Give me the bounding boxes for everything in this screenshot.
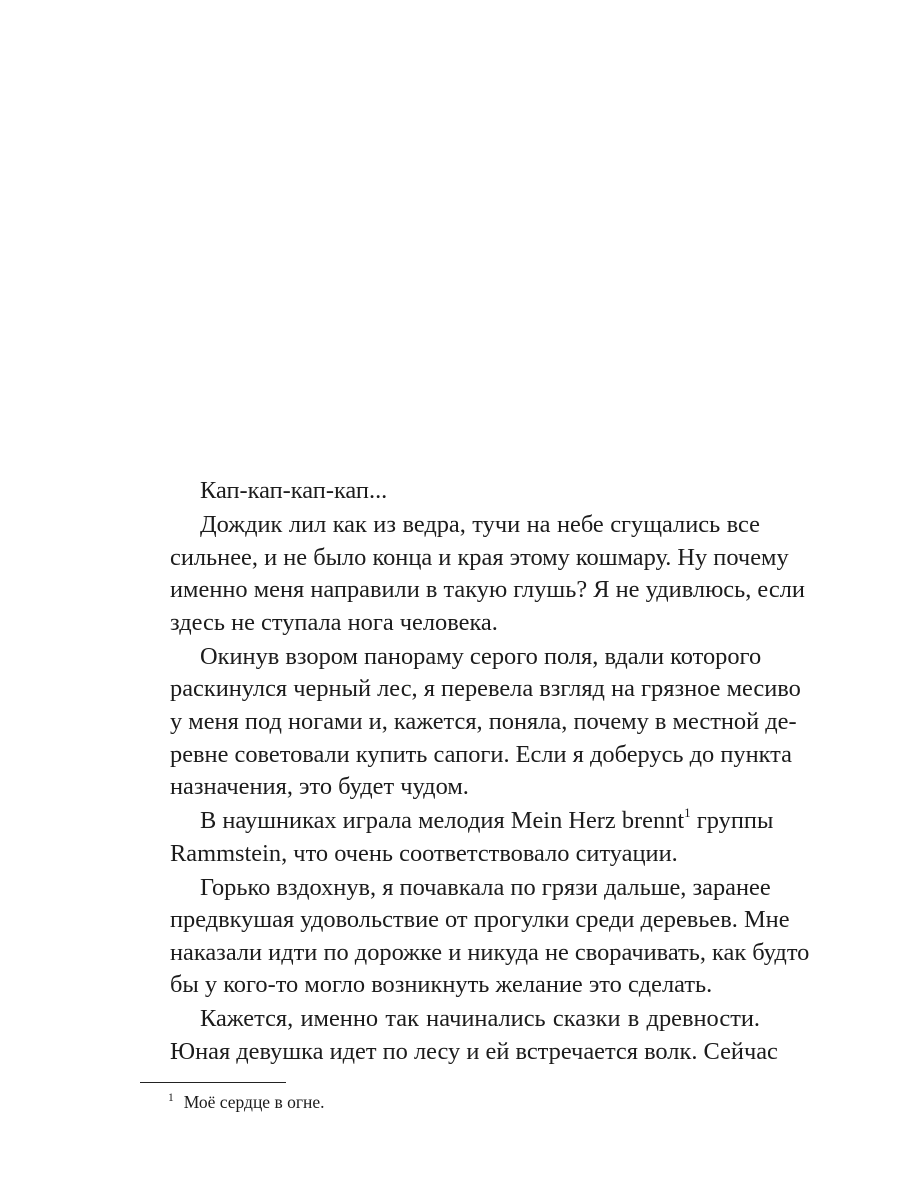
footnote-divider xyxy=(140,1082,286,1083)
text-line: сильнее, и не было конца и края этому кошмару. Ну почему xyxy=(170,543,789,571)
text-line: Юная девушка идет по лесу и ей встречается волк. Сейчас xyxy=(170,1038,778,1066)
footnote-text: Моё сердце в огне. xyxy=(183,1092,325,1112)
text-line-tail: группы xyxy=(696,807,774,835)
text-line: Окинув взором панораму серого поля, вдали которого xyxy=(200,642,762,670)
paragraph-6 xyxy=(140,1003,778,1068)
footnote-number: 1 xyxy=(168,1092,174,1105)
text-line: назначения, это будет чудом. xyxy=(170,773,469,801)
text-line: Кап-кап-кап-кап... xyxy=(200,477,388,504)
paragraph-3 xyxy=(140,641,801,804)
text-line: предвкушая удовольствие от прогулки среди деревьев. Мне xyxy=(170,906,790,934)
paragraph-4 xyxy=(140,804,774,870)
text-line: здесь не ступала нога человека. xyxy=(170,608,498,636)
text-line-with-footnote xyxy=(140,804,774,838)
book-page-text xyxy=(140,475,810,1069)
text-line: ревне советовали купить сапоги. Если я доберусь до пункта xyxy=(170,740,792,768)
text-line: В наушниках играла мелодия Mein Herz brennt xyxy=(200,807,685,835)
text-line: именно меня направили в такую глушь? Я не удивлюсь, если xyxy=(170,576,805,604)
footnote xyxy=(168,1090,325,1114)
text-line: Горько вздохнув, я почавкала по грязи дальше, заранее xyxy=(200,873,771,901)
text-line: наказали идти по дорожке и никуда не сворачивать, как будто xyxy=(170,938,810,966)
footnote-reference[interactable]: 1 xyxy=(684,804,691,820)
text-line: Rammstein, что очень соответствовало ситуации. xyxy=(170,839,678,867)
text-line: у меня под ногами и, кажется, поняла, почему в местной де- xyxy=(170,707,797,735)
paragraph-2 xyxy=(140,509,805,639)
paragraph-5 xyxy=(140,872,810,1002)
paragraph-1 xyxy=(140,475,760,508)
text-line: раскинулся черный лес, я перевела взгляд на грязное месиво xyxy=(170,675,801,703)
text-line: бы у кого-то могло возникнуть желание это сделать. xyxy=(170,971,713,999)
text-line: Кажется, именно так начинались сказки в древности. xyxy=(200,1005,760,1033)
text-line: Дождик лил как из ведра, тучи на небе сгущались все xyxy=(200,510,760,538)
